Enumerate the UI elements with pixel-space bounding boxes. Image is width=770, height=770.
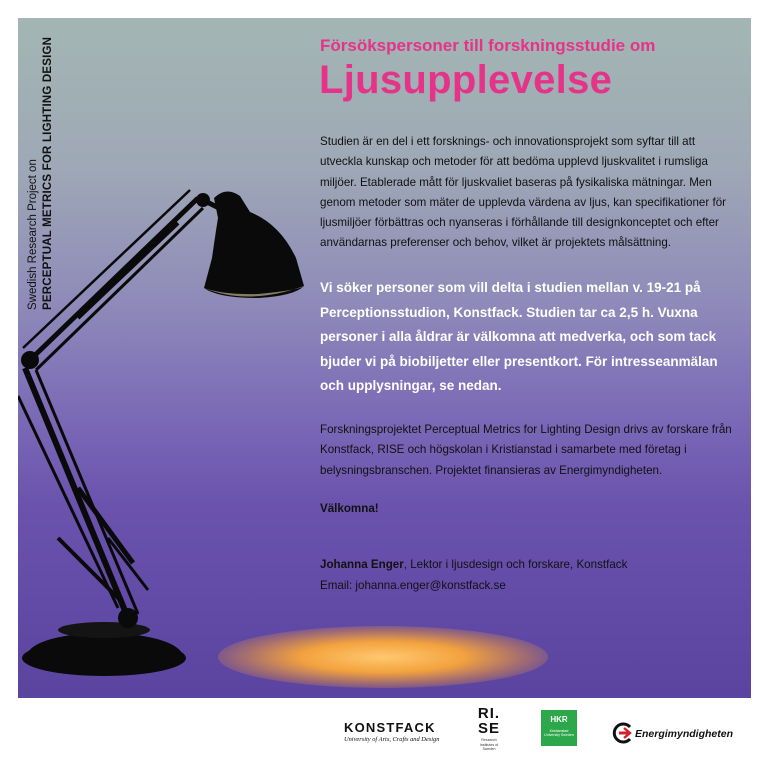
intro-paragraph: Studien är en del i ett forsknings- och innovationsprojekt som syftar till att utveckla kunskap och metoder för att bedöma upplevd ljuskvalitet i rumsliga miljöer. Etablerade mått för ljuskvaliet baseras på fysikaliska mätningar. Men genom metoder som mäter de upplevda värdena av ljus, kan specifikationer för ljusmiljöer förbättras och nyanseras i förhållande till designkonceptet och efter användarnas preferenser och behov, vilket är projektets målsättning.: [320, 135, 726, 250]
contact-name: Johanna Enger: [320, 558, 404, 571]
konstfack-logo-title: KONSTFACK: [344, 720, 436, 735]
rise-logo-line1: RI.: [477, 705, 501, 722]
contact-email[interactable]: Email: johanna.enger@konstfack.se: [320, 578, 506, 592]
project-paragraph: Forskningsprojektet Perceptual Metrics for Lighting Design drivs av forskare från Konstfack, RISE och högskolan i Kristianstad i samarbete med företag i belysningsbranschen. Projektet finansieras av Energimyndigheten.: [320, 423, 732, 477]
page-title: Ljusupplevelse: [319, 58, 613, 102]
side-caption-line1: Swedish Research Project on: [27, 159, 39, 310]
hkr-logo-subtitle: Kristianstad University Sweden: [544, 729, 574, 738]
konstfack-logo: [344, 720, 440, 743]
welcome-text: Välkomna!: [320, 502, 379, 515]
poster: [18, 18, 751, 698]
call-paragraph: Vi söker personer som vill delta i studien mellan v. 19-21 på Perceptionsstudion, Konstfack. Studien tar ca 2,5 h. Vuxna personer i alla åldrar är välkomna att medverka, och som tack bjuder vi på biobiljetter eller presentkort. För intresseanmälan och upplysningar, se nedan.: [320, 280, 718, 393]
side-caption-line2: PERCEPTUAL METRICS FOR LIGHTING DESIGN: [42, 36, 54, 310]
konstfack-logo-subtitle: University of Arts, Crafts and Design: [344, 736, 440, 743]
hkr-logo-mark: HKR: [550, 715, 568, 724]
energimyndigheten-mark-icon: [612, 722, 634, 744]
contact-block: [320, 555, 627, 596]
side-caption: [26, 30, 66, 310]
logo-bar: [0, 700, 770, 770]
energimyndigheten-logo: [612, 720, 742, 748]
rise-logo-line2: SE: [477, 720, 500, 737]
rise-logo: [474, 706, 504, 752]
hkr-logo: [541, 710, 577, 746]
contact-role: , Lektor i ljusdesign och forskare, Konstfack: [403, 558, 628, 571]
rise-logo-subtitle: Research Institutes of Sweden: [479, 738, 499, 751]
energimyndigheten-logo-name: Energimyndigheten: [635, 728, 734, 740]
heading-kicker: Försökspersoner till forskningsstudie om: [320, 36, 656, 55]
